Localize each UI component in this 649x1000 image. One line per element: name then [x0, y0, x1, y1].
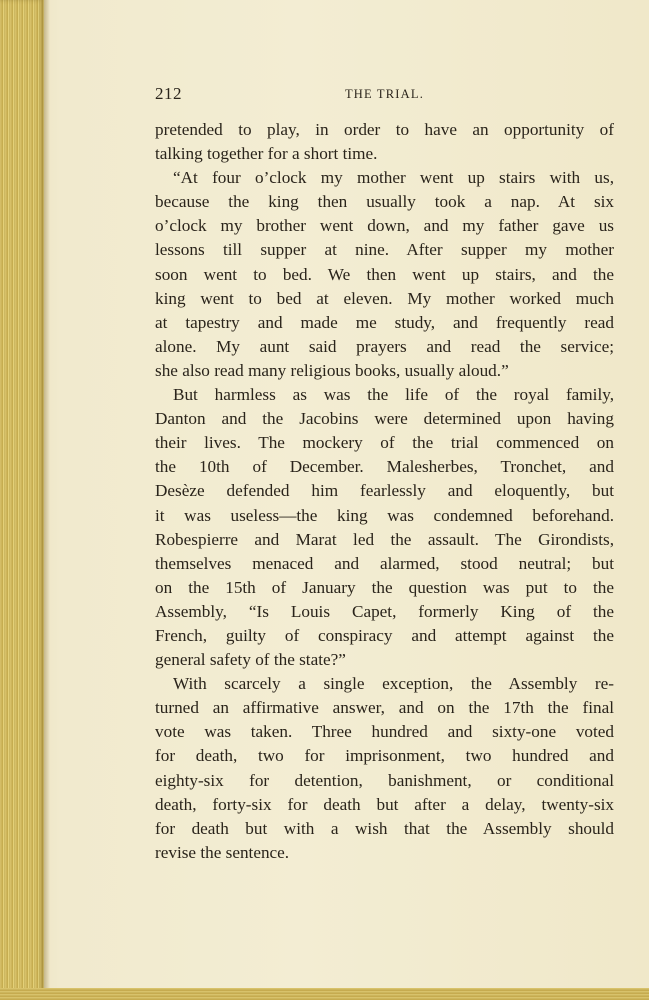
- text-line: for death, two for imprisonment, two hundred and: [155, 746, 614, 766]
- text-line: Robespierre and Marat led the assault. The Girondists,: [155, 529, 614, 549]
- text-line: at tapestry and made me study, and frequently read: [155, 312, 614, 332]
- text-line: Desèze defended him fearlessly and eloquently, but: [155, 481, 614, 501]
- running-title: THE TRIAL.: [344, 87, 425, 101]
- text-line: o’clock my brother went down, and my father gave us: [155, 216, 614, 236]
- text-line: eighty-six for detention, banishment, or conditional: [155, 770, 614, 790]
- text-line: But harmless as was the life of the royal family,: [173, 385, 614, 405]
- text-line: French, guilty of conspiracy and attempt against the: [155, 625, 614, 645]
- text-line: it was useless—the king was condemned beforehand.: [155, 505, 614, 525]
- body-text: [155, 118, 614, 865]
- text-line: she also read many religious books, usually aloud.”: [155, 360, 509, 380]
- text-line: “At four o’clock my mother went up stairs with us,: [173, 168, 614, 188]
- text-line: themselves menaced and alarmed, stood neutral; but: [155, 553, 614, 573]
- text-line: Assembly, “Is Louis Capet, formerly King of the: [155, 601, 614, 621]
- text-line: on the 15th of January the question was put to the: [155, 577, 614, 597]
- text-line: alone. My aunt said prayers and read the service;: [155, 336, 614, 356]
- text-line: pretended to play, in order to have an opportunity of: [155, 120, 614, 139]
- gilt-page-edges: [0, 0, 44, 1000]
- text-line: for death but with a wish that the Assembly should: [155, 818, 614, 838]
- page-number: 212: [155, 84, 182, 103]
- text-line: death, forty-six for death but after a delay, twenty-six: [155, 794, 614, 814]
- text-line: talking together for a short time.: [155, 144, 378, 164]
- text-line: the 10th of December. Malesherbes, Tronchet, and: [155, 457, 614, 477]
- text-line: their lives. The mockery of the trial commenced on: [155, 433, 614, 453]
- bottom-page-edges: [0, 988, 649, 1000]
- text-line: because the king then usually took a nap. At six: [155, 192, 614, 212]
- text-line: revise the sentence.: [155, 842, 290, 862]
- text-line: general safety of the state?”: [155, 650, 346, 670]
- page-header: [155, 84, 614, 110]
- text-line: turned an affirmative answer, and on the 17th the final: [155, 698, 614, 718]
- text-line: With scarcely a single exception, the Assembly re-: [173, 674, 614, 694]
- text-line: soon went to bed. We then went up stairs, and the: [155, 264, 614, 284]
- text-line: king went to bed at eleven. My mother worked much: [155, 288, 614, 308]
- text-line: lessons till supper at nine. After supper my mother: [155, 240, 614, 260]
- text-line: vote was taken. Three hundred and sixty-one voted: [155, 722, 614, 742]
- text-line: Danton and the Jacobins were determined upon having: [155, 409, 614, 429]
